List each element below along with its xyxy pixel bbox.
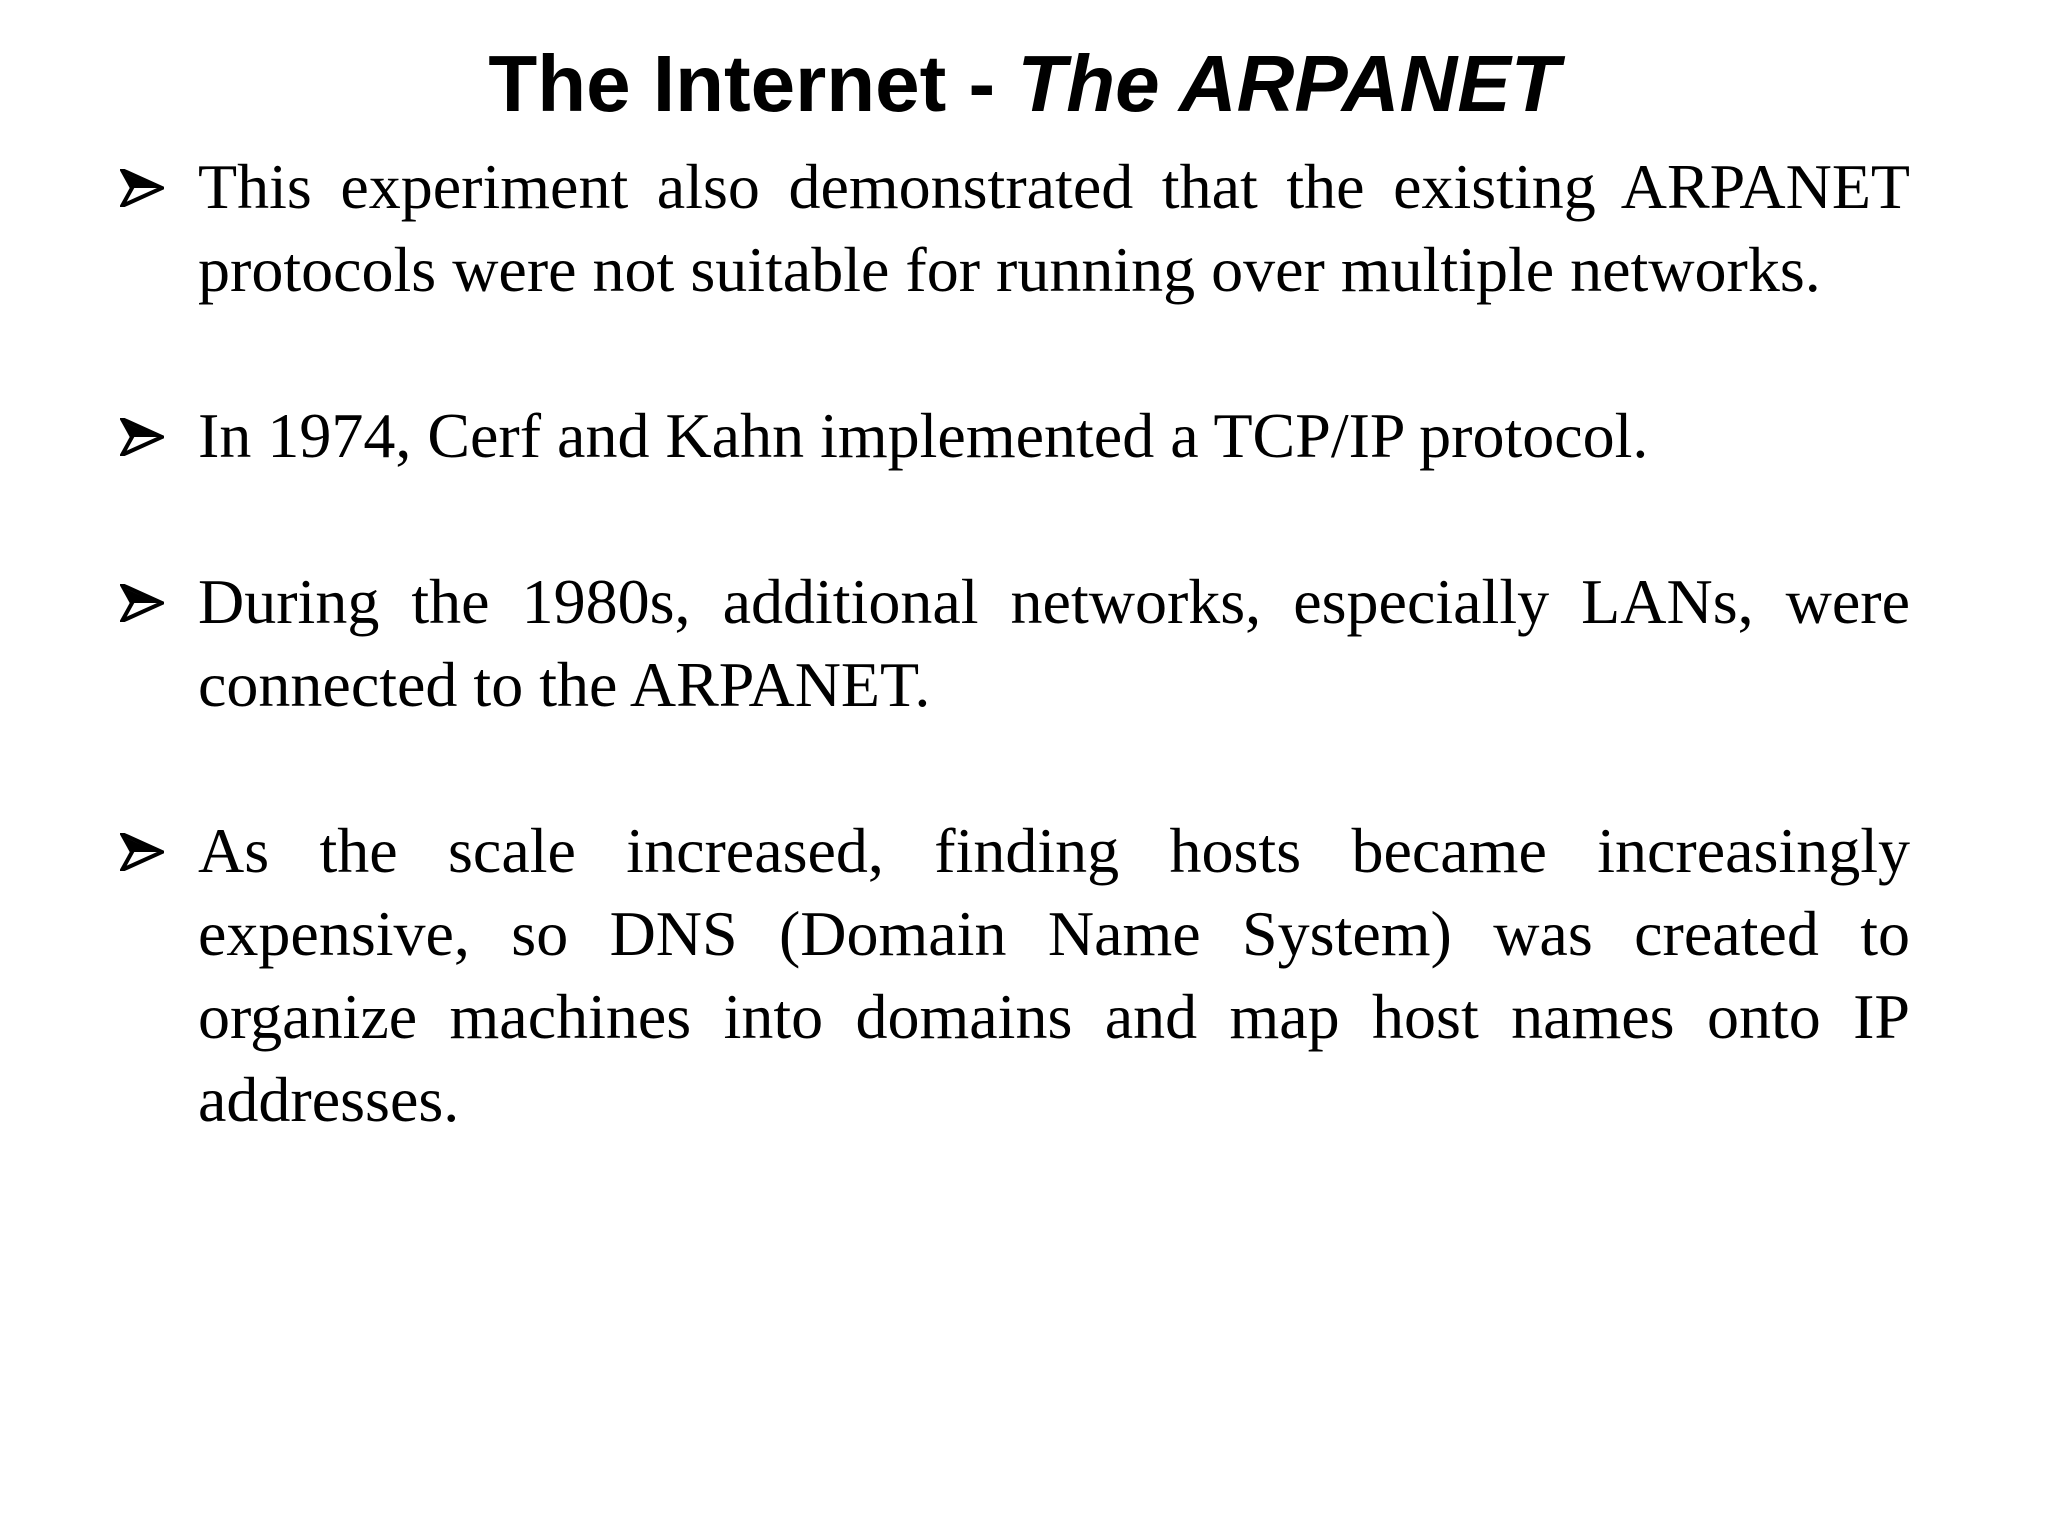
bullet-text: In 1974, Cerf and Kahn implemented a TCP/IP protocol. xyxy=(198,400,1649,471)
bullet-list xyxy=(120,145,1910,1141)
bullet-item xyxy=(120,145,1910,311)
bullet-text: As the scale increased, finding hosts became increasingly expensive, so DNS (Domain Name System) was created to organize machines into domains and map host names onto IP addresses. xyxy=(198,815,1910,1135)
slide-title-main: The Internet - xyxy=(488,39,1018,128)
bullet-text: This experiment also demonstrated that the existing ARPANET protocols were not suitable for running over multiple networks. xyxy=(198,151,1910,305)
arrow-bullet-icon xyxy=(120,418,164,456)
bullet-item xyxy=(120,809,1910,1141)
slide-title xyxy=(0,34,2048,134)
arrow-bullet-icon xyxy=(120,169,164,207)
bullet-item xyxy=(120,394,1910,477)
bullet-text: During the 1980s, additional networks, especially LANs, were connected to the ARPANET. xyxy=(198,566,1910,720)
bullet-item xyxy=(120,560,1910,726)
arrow-bullet-icon xyxy=(120,833,164,871)
slide-title-emphasis: The ARPANET xyxy=(1017,39,1560,128)
arrow-bullet-icon xyxy=(120,584,164,622)
